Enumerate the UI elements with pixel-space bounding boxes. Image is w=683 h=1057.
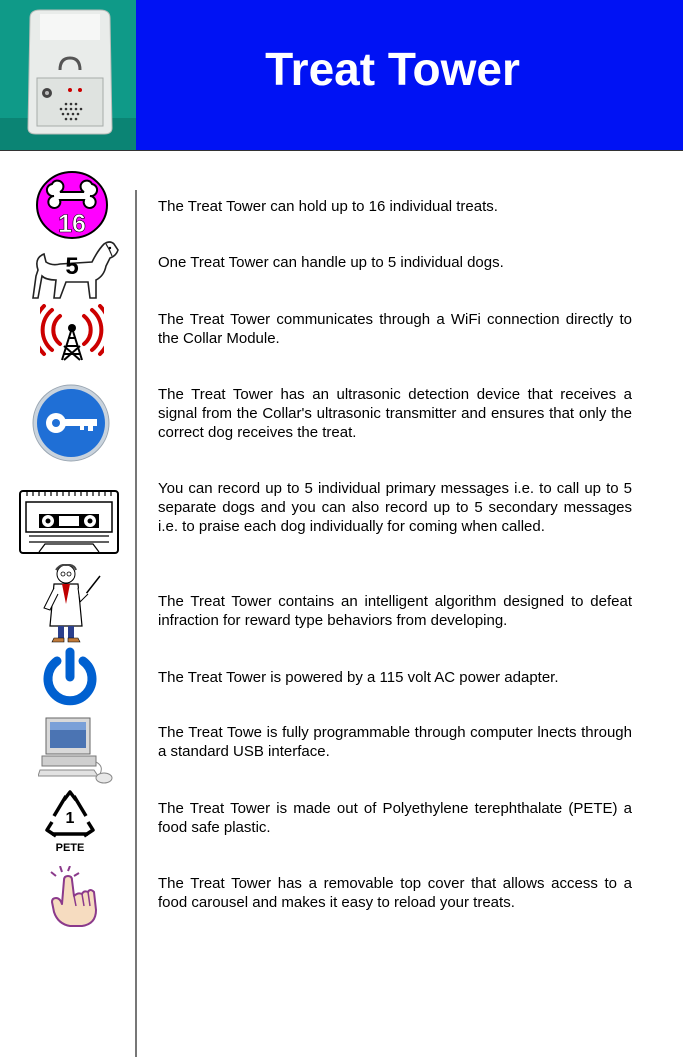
recycle-pete-icon [44,790,96,845]
column-divider [135,190,137,1057]
feature-text-wifi: The Treat Tower communicates through a WiFi connection directly to the Collar Module. [158,311,632,347]
feature-text-ultrasonic: The Treat Tower has an ultrasonic detection device that receives a signal from the Collar's ultrasonic transmitter and ensures that only the correct dog receives the treat. [158,386,632,441]
dog-count-label: 5 [65,253,79,280]
dog-5-icon [30,236,120,307]
computer-icon [38,716,120,791]
cassette-icon [19,490,119,559]
feature-text-programmable: The Treat Towe is fully programmable through computer lnects through a standard USB interface. [158,724,632,760]
feature-text-algorithm: The Treat Tower contains an intelligent algorithm designed to defeat infraction for reward type behaviors from developing. [158,593,632,629]
feature-text-power: The Treat Tower is powered by a 115 volt AC power adapter. [158,669,559,686]
bone-16-icon [35,170,109,245]
scientist-icon [38,564,104,649]
page-title: Treat Tower [265,43,520,95]
power-icon [40,647,100,714]
pointing-hand-icon [48,866,100,935]
title-band [136,0,683,150]
wifi-tower-icon [40,304,104,367]
feature-text-dog-capacity: One Treat Tower can handle up to 5 individual dogs. [158,254,504,271]
feature-text-top-cover: The Treat Tower has a removable top cover that allows access to a food carousel and makes it easy to reload your treats. [158,875,632,911]
bone-count-label: 16 [58,210,86,238]
feature-text-messages: You can record up to 5 individual primary messages i.e. to call up to 5 separate dogs and you can also record up to 5 secondary messages i.e. to praise each dog individually for coming when called. [158,480,632,535]
feature-text-material: The Treat Tower is made out of Polyethylene terephthalate (PETE) a food safe plastic. [158,800,632,836]
recycle-code-label: 1 [65,810,75,827]
feature-icons-column [0,0,135,1057]
pete-label: PETE [55,842,85,854]
feature-text-treat-capacity: The Treat Tower can hold up to 16 individual treats. [158,198,498,215]
key-icon [31,383,111,468]
